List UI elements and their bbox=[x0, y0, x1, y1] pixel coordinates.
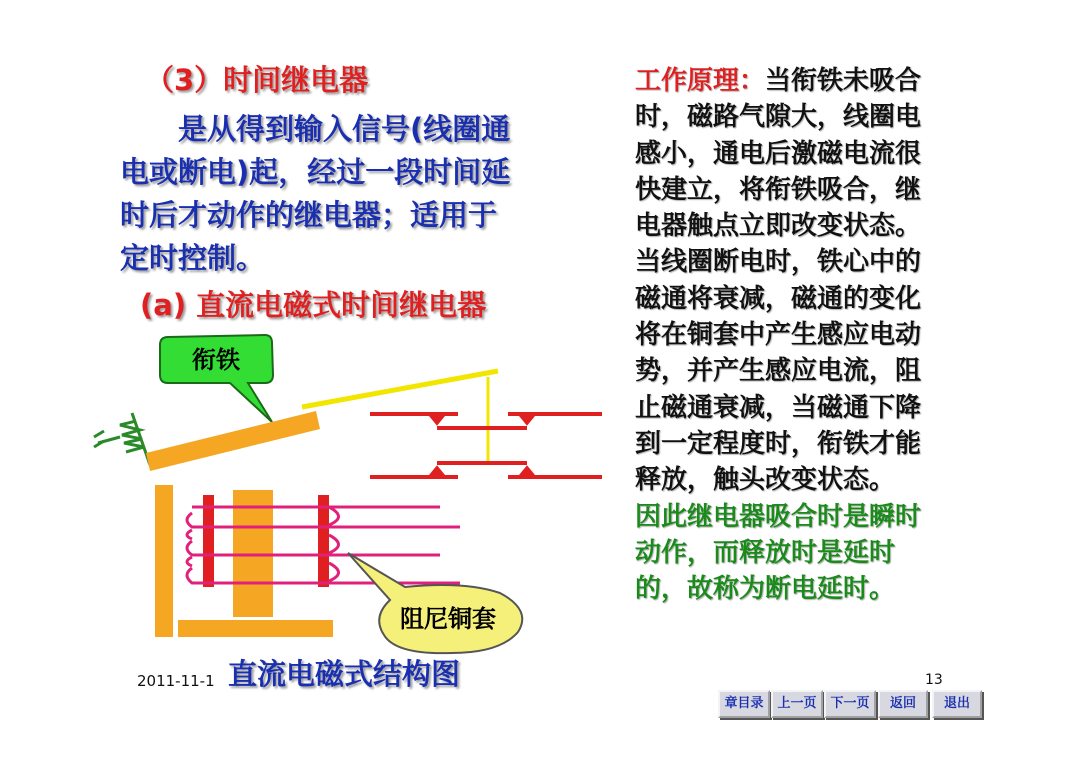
spring-icon bbox=[94, 413, 150, 465]
previous-page-button[interactable]: 上一页 bbox=[771, 690, 823, 718]
principle-line-first bbox=[635, 63, 980, 99]
relay-structure-diagram bbox=[80, 325, 620, 660]
copper-sleeve-right bbox=[318, 495, 329, 587]
slide-title: （3）时间继电器 bbox=[145, 63, 369, 97]
next-page-button[interactable]: 下一页 bbox=[824, 690, 876, 718]
principle-line: 释放，触头改变状态。 bbox=[635, 465, 896, 496]
slide-date: 2011-11-1 bbox=[137, 672, 215, 690]
page-number: 13 bbox=[925, 672, 943, 688]
principle-line: 电器触点立即改变状态。 bbox=[635, 211, 922, 242]
chapter-contents-button[interactable]: 章目录 bbox=[718, 690, 770, 718]
damper-callout bbox=[348, 553, 522, 653]
principle-label: 工作原理： bbox=[635, 66, 766, 96]
diagram-caption: 直流电磁式结构图 bbox=[228, 657, 461, 691]
para-line: 电或断电)起，经过一段时间延 bbox=[120, 155, 511, 189]
principle-line: 当线圈断电时，铁心中的 bbox=[635, 247, 922, 278]
push-rod bbox=[302, 371, 498, 407]
contact-set bbox=[370, 414, 602, 477]
damper-label: 阻尼铜套 bbox=[400, 605, 496, 633]
principle-line: 势，并产生感应电流，阻 bbox=[635, 356, 922, 387]
armature-bar bbox=[146, 411, 320, 471]
principle-line: 将在铜套中产生感应电动 bbox=[635, 320, 922, 351]
section-subtitle: (a) 直流电磁式时间继电器 bbox=[140, 288, 487, 322]
copper-sleeve-left bbox=[203, 495, 214, 587]
conclusion-line: 动作，而释放时是延时 bbox=[635, 537, 896, 568]
principle-line: 到一定程度时，衔铁才能 bbox=[635, 428, 922, 459]
para-line: 时后才动作的继电器；适用于 bbox=[120, 198, 498, 232]
para-line: 是从得到输入信号(线圈通 bbox=[120, 112, 511, 146]
conclusion-line: 因此继电器吸合时是瞬时 bbox=[635, 501, 922, 532]
definition-paragraph bbox=[120, 108, 600, 280]
return-button[interactable]: 返回 bbox=[878, 690, 928, 718]
armature-label: 衔铁 bbox=[192, 346, 240, 374]
conclusion-line: 的，故称为断电延时。 bbox=[635, 574, 896, 605]
working-principle bbox=[635, 63, 980, 607]
principle-line: 感小，通电后激磁电流很 bbox=[635, 138, 922, 169]
principle-line: 快建立，将衔铁吸合，继 bbox=[635, 174, 922, 205]
armature-callout bbox=[160, 335, 273, 422]
principle-line: 磁通将衰减，磁通的变化 bbox=[635, 283, 922, 314]
principle-line: 时，磁路气隙大，线圈电 bbox=[635, 102, 922, 133]
para-line: 定时控制。 bbox=[120, 241, 266, 275]
principle-line: 止磁通衰减，当磁通下降 bbox=[635, 392, 922, 423]
principle-first-text: 当衔铁未吸合 bbox=[765, 66, 922, 96]
exit-button[interactable]: 退出 bbox=[932, 690, 982, 718]
